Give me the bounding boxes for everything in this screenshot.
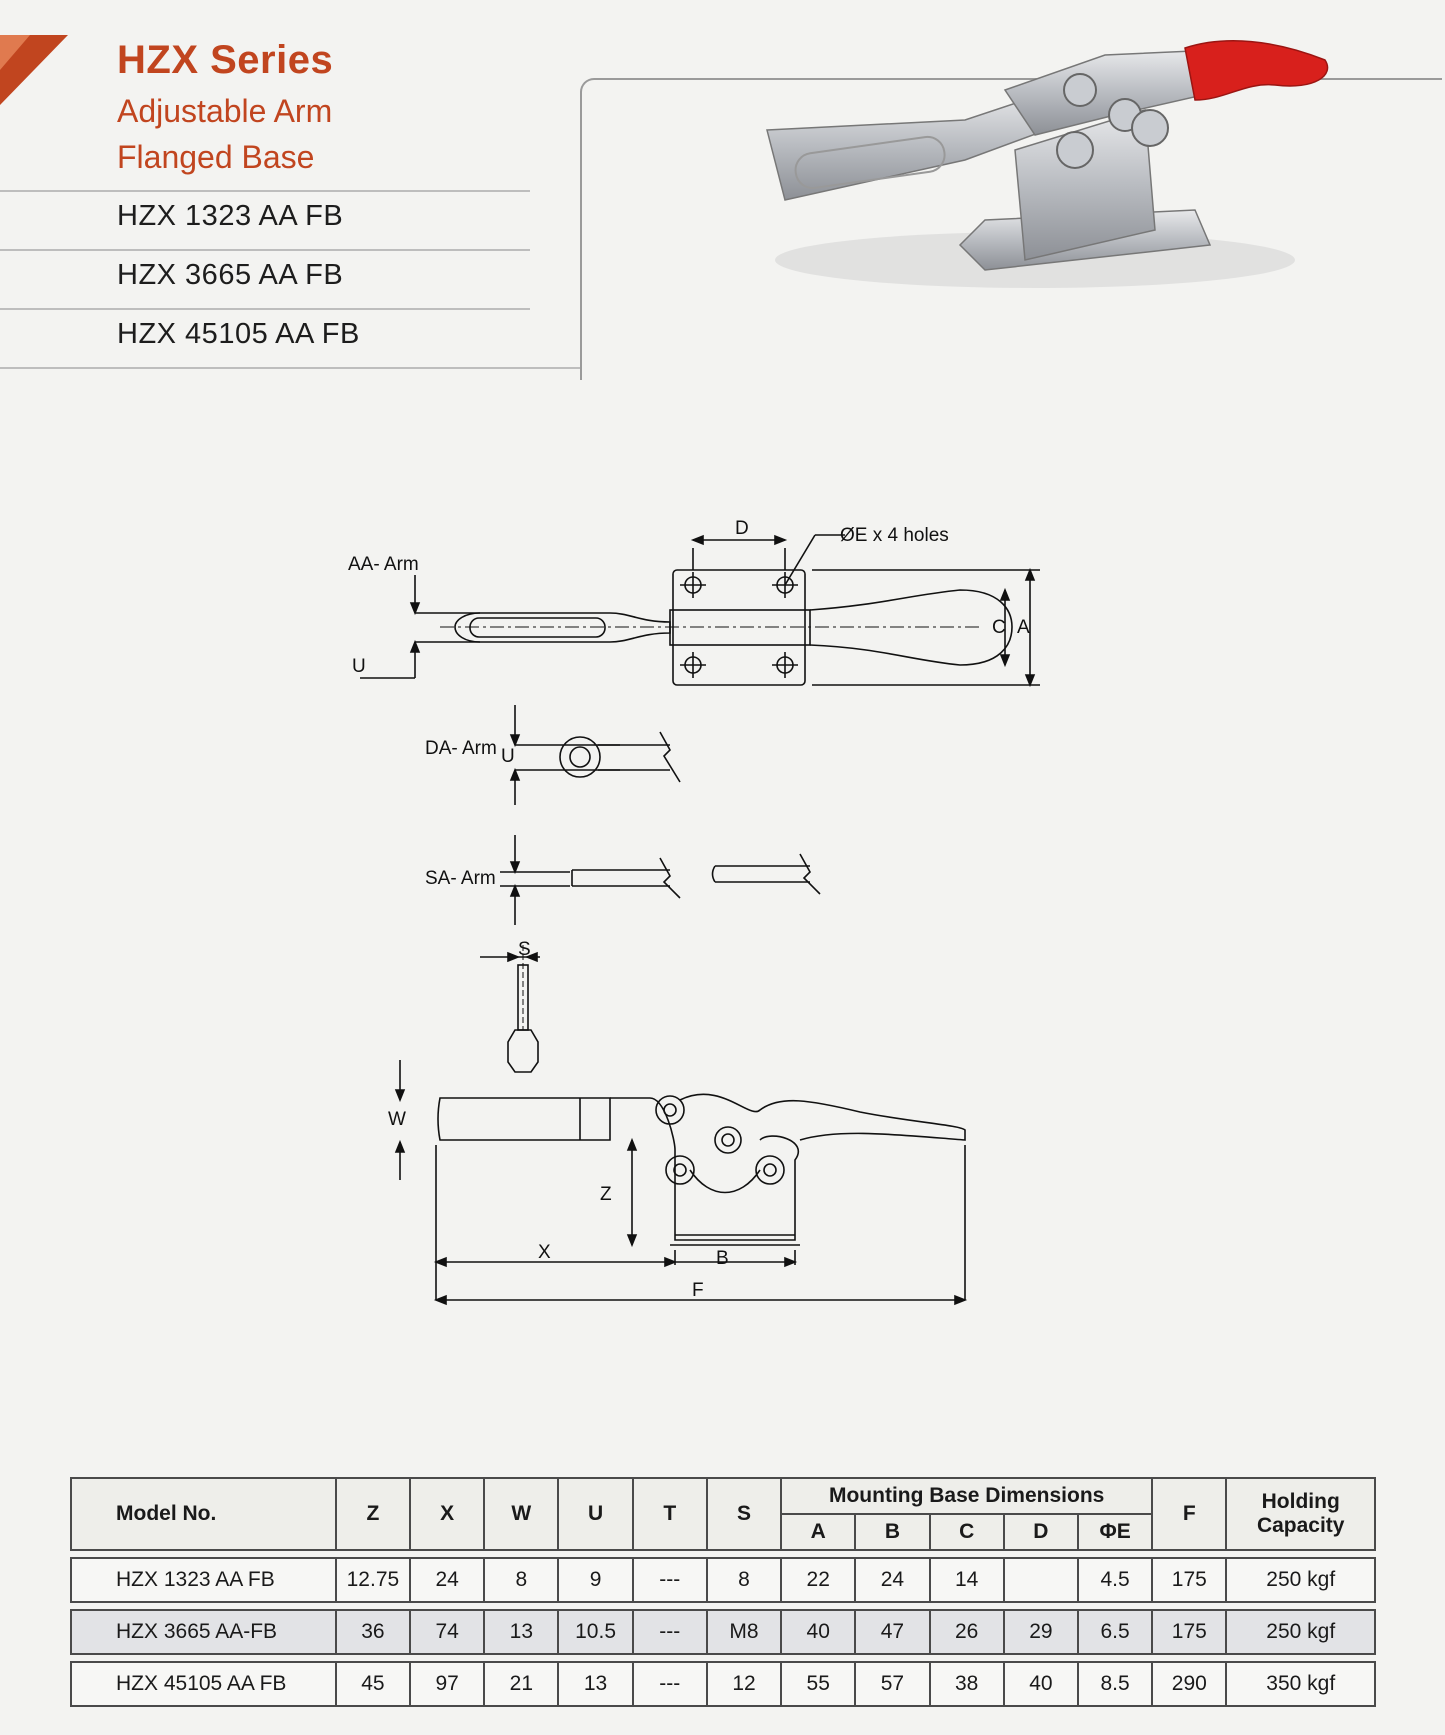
- series-title: HZX Series: [117, 38, 334, 82]
- cell-c: 14: [930, 1558, 1004, 1602]
- cell-e: 8.5: [1078, 1662, 1152, 1706]
- table-row: [71, 1610, 1375, 1654]
- col-header-e: ΦE: [1078, 1514, 1152, 1550]
- divider: [0, 308, 530, 310]
- cell-z: 45: [336, 1662, 410, 1706]
- cell-model: HZX 1323 AA FB: [71, 1558, 336, 1602]
- dim-u-label: U: [501, 746, 515, 767]
- cell-d: 29: [1004, 1610, 1078, 1654]
- specification-table: [70, 1477, 1376, 1707]
- col-header-z: Z: [336, 1478, 410, 1550]
- dim-u-label: U: [352, 656, 366, 677]
- divider: [0, 367, 580, 369]
- model-line-1: HZX 1323 AA FB: [117, 200, 344, 232]
- cell-w: 8: [484, 1558, 558, 1602]
- divider: [0, 249, 530, 251]
- cell-s: M8: [707, 1610, 781, 1654]
- col-header-u: U: [558, 1478, 632, 1550]
- cell-model: HZX 45105 AA FB: [71, 1662, 336, 1706]
- cell-e: 6.5: [1078, 1610, 1152, 1654]
- cell-t: ---: [633, 1610, 707, 1654]
- col-header-d: D: [1004, 1514, 1078, 1550]
- model-line-2: HZX 3665 AA FB: [117, 259, 344, 291]
- cell-e: 4.5: [1078, 1558, 1152, 1602]
- cell-s: 8: [707, 1558, 781, 1602]
- col-header-s: S: [707, 1478, 781, 1550]
- aa-arm-label: AA- Arm: [348, 554, 419, 575]
- dim-z-label: Z: [600, 1184, 612, 1205]
- col-header-x: X: [410, 1478, 484, 1550]
- dim-w-label: W: [388, 1109, 406, 1130]
- cell-x: 74: [410, 1610, 484, 1654]
- cell-z: 36: [336, 1610, 410, 1654]
- cell-capacity: 350 kgf: [1226, 1662, 1375, 1706]
- cell-s: 12: [707, 1662, 781, 1706]
- cell-a: 40: [781, 1610, 855, 1654]
- model-no-header: Model No.: [71, 1478, 336, 1550]
- cell-w: 13: [484, 1610, 558, 1654]
- corner-accent-mark: [0, 30, 70, 110]
- col-header-f: F: [1152, 1478, 1226, 1550]
- cell-d: [1004, 1558, 1078, 1602]
- cell-f: 175: [1152, 1610, 1226, 1654]
- cell-t: ---: [633, 1662, 707, 1706]
- table-row: [71, 1662, 1375, 1706]
- cell-f: 175: [1152, 1558, 1226, 1602]
- cell-c: 38: [930, 1662, 1004, 1706]
- table-row: [71, 1558, 1375, 1602]
- model-line-3: HZX 45105 AA FB: [117, 318, 360, 350]
- cell-capacity: 250 kgf: [1226, 1558, 1375, 1602]
- cell-a: 22: [781, 1558, 855, 1602]
- dim-x-label: X: [538, 1242, 551, 1263]
- dim-a-label: A: [1017, 617, 1030, 638]
- cell-b: 47: [855, 1610, 929, 1654]
- cell-x: 24: [410, 1558, 484, 1602]
- cell-u: 9: [558, 1558, 632, 1602]
- col-header-c: C: [930, 1514, 1004, 1550]
- cell-w: 21: [484, 1662, 558, 1706]
- da-arm-label: DA- Arm: [425, 738, 497, 759]
- dim-f-label: F: [692, 1280, 704, 1301]
- cell-a: 55: [781, 1662, 855, 1706]
- holding-capacity-header: [1226, 1478, 1375, 1550]
- toggle-clamp-product-image: [755, 30, 1355, 300]
- cell-u: 10.5: [558, 1610, 632, 1654]
- cell-model: HZX 3665 AA-FB: [71, 1610, 336, 1654]
- dim-d-label: D: [735, 518, 749, 539]
- cell-z: 12.75: [336, 1558, 410, 1602]
- dim-b-label: B: [716, 1248, 729, 1269]
- cell-d: 40: [1004, 1662, 1078, 1706]
- cell-c: 26: [930, 1610, 1004, 1654]
- sa-arm-label: SA- Arm: [425, 868, 496, 889]
- capacity-label: Capacity: [1256, 1514, 1345, 1537]
- technical-drawing: [340, 500, 1060, 1330]
- mounting-base-header: Mounting Base Dimensions: [781, 1478, 1152, 1514]
- cell-capacity: 250 kgf: [1226, 1610, 1375, 1654]
- col-header-w: W: [484, 1478, 558, 1550]
- col-header-b: B: [855, 1514, 929, 1550]
- col-header-a: A: [781, 1514, 855, 1550]
- divider: [0, 190, 530, 192]
- cell-f: 290: [1152, 1662, 1226, 1706]
- dim-s-label: S: [518, 939, 531, 960]
- cell-t: ---: [633, 1558, 707, 1602]
- cell-b: 57: [855, 1662, 929, 1706]
- cell-x: 97: [410, 1662, 484, 1706]
- subtitle-line-1: Adjustable Arm: [117, 93, 333, 129]
- cell-u: 13: [558, 1662, 632, 1706]
- hole-note: ØE x 4 holes: [840, 525, 949, 546]
- col-header-t: T: [633, 1478, 707, 1550]
- holding-label: Holding: [1261, 1490, 1340, 1513]
- subtitle-line-2: Flanged Base: [117, 139, 315, 175]
- cell-b: 24: [855, 1558, 929, 1602]
- dim-c-label: C: [992, 617, 1006, 638]
